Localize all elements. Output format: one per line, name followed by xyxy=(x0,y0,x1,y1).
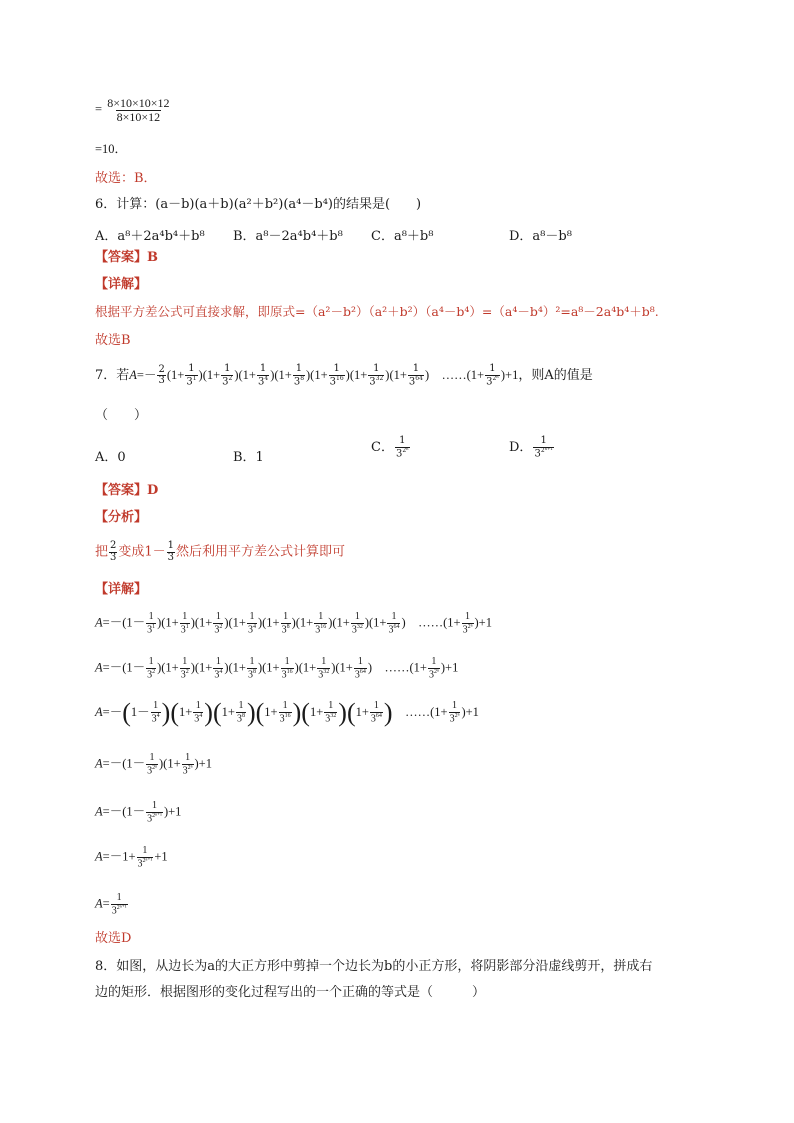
q6-answer: 【答案】B xyxy=(95,250,158,265)
q7-analysis-text xyxy=(95,541,345,563)
q7-option-c xyxy=(371,436,411,459)
q7-option-b: B．1 xyxy=(233,450,264,465)
fraction: $\frac{2}{3}$ xyxy=(158,363,165,387)
q7-formula: A xyxy=(129,368,137,383)
fraction: $\frac{1}{3^{32}}$ xyxy=(369,363,384,387)
top-fraction-line xyxy=(95,97,172,123)
derivation-line-2: A=－(1－ $\frac{1}{3^2}$ )(1+ $\frac{1}{3^2}$ )(1+ $\frac{1}{3^4}$ )(1+ $\frac{1}{3^8}$ )(1+ $\frac{1}{3^{16}}$ )(1+ $\frac{1}{3^{32}}$ )(1+ $\frac{1}{3^{64}}$ ) ……(1+ $\frac{1}{3^{2^n}}$ )+1 xyxy=(95,656,459,680)
q6-option-b: B．a⁸－2a⁴b⁴＋b⁸ xyxy=(233,229,343,244)
fraction: $\frac{1}{3^8}$ xyxy=(293,363,305,387)
q7-choose: 故选D xyxy=(95,931,132,946)
analysis-part: 然后利用平方差公式计算即可 xyxy=(176,544,346,560)
fraction: $\frac{1}{3^{64}}$ xyxy=(408,363,423,387)
analysis-part: 变成1－ xyxy=(118,544,166,560)
equals-sign: = xyxy=(95,101,103,116)
fraction: $\frac{1}{3^{2^n}}$ xyxy=(486,363,499,387)
fraction: $\frac{1}{3^{16}}$ xyxy=(329,363,344,387)
numerator: 8×10×10×12 xyxy=(107,96,170,110)
q7-paren: （ ） xyxy=(95,408,148,423)
analysis-part: 把 xyxy=(95,544,109,560)
q6-detail-text: 根据平方差公式可直接求解，即原式=（a²－b²）（a²＋b²）（a⁴－b⁴）=（a⁴－b⁴）²=a⁸－2a⁴b⁴＋b⁸. xyxy=(95,304,659,319)
q6-detail-label: 【详解】 xyxy=(95,277,148,292)
q6-option-d: D．a⁸－b⁸ xyxy=(509,229,572,244)
fraction: $\frac{1}{3^{2^n}}$ xyxy=(395,435,409,459)
option-label: D． xyxy=(509,440,533,456)
q7-stem: 7．若A=－ $\frac{2}{3}$ (1+ $\frac{1}{3^1}$ )(1+ $\frac{1}{3^2}$ )(1+ $\frac{1}{3^4}$ )(1+ $\frac{1}{3^8}$ )(1+ $\frac{1}{3^{16}}$ )(1+ $\frac{1}{3^{32}}$ )(1+ $\frac{1}{3^{64}}$ ) ……(1+ $\frac{1}{3^{2^n}}$ )+1，则A的值是 xyxy=(95,363,593,387)
q6-option-c: C．a⁸＋b⁸ xyxy=(371,229,434,244)
q7-option-d xyxy=(509,436,555,459)
q7-prefix: 7．若 xyxy=(95,368,130,384)
fraction xyxy=(106,97,170,123)
q8-line-2: 边的矩形．根据图形的变化过程写出的一个正确的等式是（ ） xyxy=(95,985,486,1000)
q8-line-1: 8．如图，从边长为a的大正方形中剪掉一个边长为b的小正方形，将阴影部分沿虚线剪开，拼成右 xyxy=(95,959,653,974)
derivation-line-6: A=－1+ $\frac{1}{3^{2^{n+1}}}$ +1 xyxy=(95,845,168,869)
q7-suffix: ，则A的值是 xyxy=(518,368,593,384)
fraction: $\frac{1}{3^4}$ xyxy=(257,363,269,387)
q7-option-a: A．0 xyxy=(95,450,126,465)
q7-answer: 【答案】D xyxy=(95,483,159,498)
q7-analysis-label: 【分析】 xyxy=(95,510,148,525)
fraction: $\frac{1}{3^2}$ xyxy=(222,363,233,387)
q6-stem: 6．计算：(a－b)(a＋b)(a²＋b²)(a⁴－b⁴)的结果是( ) xyxy=(95,197,422,212)
derivation-line-7: A= $\frac{1}{3^{2^{n+1}}}$ xyxy=(95,892,127,916)
derivation-line-1: A=－(1－ $\frac{1}{3^1}$ )(1+ $\frac{1}{3^1}$ )(1+ $\frac{1}{3^2}$ )(1+ $\frac{1}{3^4}$ )(1+ $\frac{1}{3^8}$ )(1+ $\frac{1}{3^{16}}$ )(1+ $\frac{1}{3^{32}}$ )(1+ $\frac{1}{3^{64}}$ ) ……(1+ $\frac{1}{3^{2^n}}$ )+1 xyxy=(95,611,492,635)
denominator: 8×10×12 xyxy=(116,109,161,124)
fraction: $\frac{1}{3^1}$ xyxy=(186,363,197,387)
equals-ten: =10． xyxy=(95,142,128,156)
formula-text: (1+ xyxy=(166,368,185,383)
derivation-line-4: A=－(1－ $\frac{1}{3^{2^n}}$ )(1+ $\frac{1}{3^{2^n}}$ )+1 xyxy=(95,752,212,776)
fraction: $\frac{1}{3^{2^{n+1}}}$ xyxy=(534,435,553,459)
q7-detail-label: 【详解】 xyxy=(95,582,148,597)
option-label: C． xyxy=(371,440,394,456)
q7-formula-eq: =－ xyxy=(136,368,157,383)
q6-option-a: A．a⁸＋2a⁴b⁴＋b⁸ xyxy=(95,229,205,244)
derivation-line-3: A=－(1－ $\frac{1}{3^4}$ )(1+ $\frac{1}{3^4}$ )(1+ $\frac{1}{3^8}$ )(1+ $\frac{1}{3^{16}}$ )(1+ $\frac{1}{3^{32}}$ )(1+ $\frac{1}{3^{64}}$ ) ……(1+ $\frac{1}{3^{2^n}}$ )+1 xyxy=(95,698,479,727)
derivation-line-5: A=－(1－ $\frac{1}{3^{2^{n+1}}}$ )+1 xyxy=(95,800,182,824)
q6-choose: 故选B xyxy=(95,333,131,348)
fraction: $\frac{1}{3}$ xyxy=(167,540,175,563)
choice-b-line: 故选：B． xyxy=(95,171,157,186)
fraction: $\frac{2}{3}$ xyxy=(110,540,117,563)
